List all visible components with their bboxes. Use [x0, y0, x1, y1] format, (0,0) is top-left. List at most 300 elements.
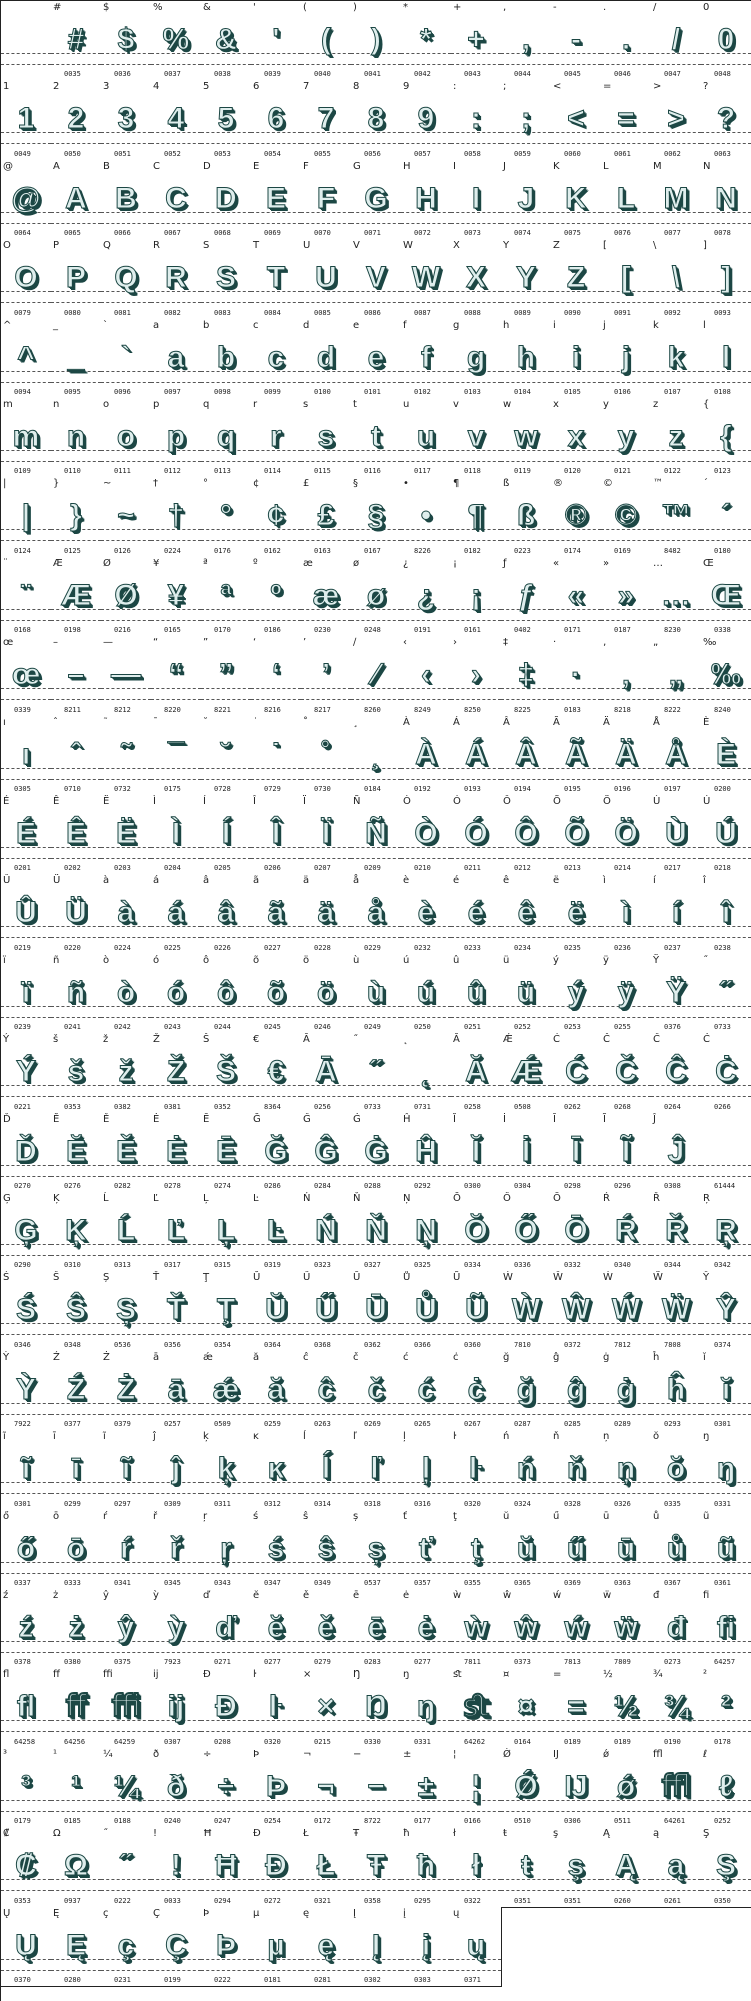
glyph-cell	[401, 1510, 452, 1590]
glyph-sample: ô	[216, 975, 236, 1009]
glyph-cell	[651, 557, 702, 637]
glyph-code: 0230	[314, 626, 331, 635]
glyph-code: 0269	[364, 1420, 381, 1429]
glyph-code: 0349	[314, 1578, 331, 1587]
descender-guide	[551, 302, 601, 303]
glyph-label: H	[403, 160, 411, 172]
glyph-label: n	[53, 399, 60, 410]
glyph-cell	[401, 954, 452, 1034]
descender-guide	[101, 1811, 151, 1812]
glyph-code: 0198	[64, 626, 81, 635]
glyph-label: ˝	[353, 1034, 358, 1046]
glyph-code: 0199	[164, 1975, 181, 1984]
glyph-sample: ‡	[517, 658, 535, 692]
glyph-label: ˜	[103, 716, 108, 728]
glyph-cell	[601, 319, 652, 399]
descender-guide	[201, 858, 251, 859]
glyph-label: ê	[503, 875, 510, 887]
glyph-cell	[401, 1192, 452, 1272]
glyph-code: 0104	[514, 387, 531, 396]
descender-guide	[401, 1890, 451, 1891]
glyph-cell	[1, 716, 52, 796]
glyph-code: 0246	[314, 1023, 331, 1032]
glyph-label: e	[353, 319, 360, 331]
glyph-code: 0732	[114, 784, 131, 793]
glyph-cell	[451, 1668, 502, 1748]
descender-guide	[701, 461, 751, 462]
descender-guide	[101, 540, 151, 541]
glyph-cell	[601, 874, 652, 954]
descender-guide	[151, 858, 201, 859]
glyph-cell	[251, 398, 302, 478]
glyph-sample: ™	[661, 499, 691, 533]
glyph-cell	[651, 1192, 702, 1272]
descender-guide	[651, 1414, 701, 1415]
glyph-label: ∕	[353, 637, 357, 649]
glyph-label: ã	[253, 875, 260, 887]
descender-guide	[1, 1890, 51, 1891]
glyph-code: 0354	[214, 1340, 231, 1349]
glyph-label: @	[3, 160, 13, 172]
glyph-label: z	[653, 399, 659, 410]
descender-guide	[301, 143, 351, 144]
glyph-cell	[251, 795, 302, 875]
glyph-label: q	[203, 399, 210, 410]
glyph-code: 0113	[214, 467, 231, 476]
glyph-cell	[601, 80, 652, 160]
glyph-code: 64262	[464, 1737, 486, 1746]
glyph-code: 0378	[14, 1658, 31, 1667]
descender-guide	[401, 1970, 451, 1971]
glyph-code: 0187	[614, 626, 631, 635]
glyph-code: 0081	[114, 308, 131, 317]
descender-guide	[1, 1096, 51, 1097]
glyph-label: û	[453, 954, 460, 966]
glyph-sample: ẅ	[614, 1611, 638, 1644]
glyph-cell	[301, 1192, 352, 1272]
glyph-cell	[101, 954, 152, 1034]
glyph-cell	[451, 1113, 502, 1193]
glyph-code: 0039	[264, 70, 281, 79]
descender-guide	[1, 1334, 51, 1335]
glyph-code: 0180	[714, 546, 731, 555]
descender-guide	[501, 64, 551, 65]
glyph-code: 61444	[714, 1181, 736, 1190]
glyph-cell	[601, 160, 652, 240]
glyph-label: K	[553, 160, 560, 172]
glyph-sample: ą	[667, 1849, 685, 1883]
glyph-code: 0272	[264, 1896, 281, 1905]
glyph-sample: Ő	[514, 1214, 538, 1247]
glyph-code: 0079	[14, 308, 31, 317]
glyph-code: 0358	[364, 1896, 381, 1905]
glyph-code: 0048	[714, 70, 731, 79]
glyph-code: 0223	[514, 546, 531, 555]
glyph-cell	[51, 1907, 102, 1987]
glyph-code: 0207	[314, 864, 331, 873]
descender-guide	[501, 1017, 551, 1018]
glyph-sample: ¥	[167, 578, 185, 612]
glyph-sample: Ď	[15, 1134, 37, 1168]
glyph-label: Ň	[353, 1193, 361, 1204]
glyph-cell	[701, 477, 751, 557]
glyph-cell	[451, 1748, 502, 1828]
descender-guide	[601, 1255, 651, 1256]
glyph-sample: ~	[117, 499, 135, 533]
glyph-cell	[501, 954, 552, 1034]
glyph-cell	[651, 1668, 702, 1748]
descender-guide	[451, 302, 501, 303]
descender-guide	[301, 779, 351, 780]
glyph-cell	[301, 1748, 352, 1828]
glyph-cell	[551, 795, 602, 875]
descender-guide	[1, 1652, 51, 1653]
glyph-cell	[651, 1589, 702, 1669]
glyph-sample: ,	[521, 23, 531, 56]
glyph-code: 0191	[414, 626, 431, 635]
glyph-label: ®	[553, 478, 563, 490]
glyph-code: 8240	[714, 705, 731, 714]
glyph-label: Ø	[103, 557, 111, 569]
glyph-label: Ŋ	[353, 1669, 361, 1681]
glyph-label: 8	[353, 81, 360, 93]
descender-guide	[651, 1652, 701, 1653]
descender-guide	[451, 1493, 501, 1494]
glyph-code: 0285	[564, 1420, 581, 1429]
glyph-cell	[501, 1271, 552, 1351]
glyph-cell	[1, 1907, 52, 1987]
glyph-sample: Ŵ	[561, 1293, 591, 1327]
glyph-sample: æ	[312, 578, 340, 612]
descender-guide	[401, 1573, 451, 1574]
glyph-sample: *	[420, 23, 432, 56]
glyph-sample: ù	[366, 975, 386, 1009]
glyph-label: Ĵ	[653, 1113, 656, 1125]
glyph-code: 0306	[564, 1817, 581, 1826]
descender-guide	[701, 64, 751, 65]
glyph-cell	[501, 1033, 552, 1113]
glyph-cell	[1, 557, 52, 637]
glyph-cell	[401, 1, 452, 81]
glyph-cell	[351, 954, 402, 1034]
glyph-sample: è	[417, 896, 435, 930]
glyph-sample: Ë	[115, 817, 136, 850]
glyph-cell	[1, 1033, 52, 1113]
descender-guide	[451, 540, 501, 541]
glyph-label: é	[453, 875, 460, 887]
glyph-code: 0176	[214, 546, 231, 555]
descender-guide	[651, 1017, 701, 1018]
glyph-code: 0244	[214, 1023, 231, 1032]
glyph-cell	[1, 80, 52, 160]
glyph-sample: ‘	[271, 658, 281, 692]
glyph-code: 0232	[414, 943, 431, 952]
glyph-cell	[51, 874, 102, 954]
glyph-cell	[701, 1589, 751, 1669]
glyph-cell	[501, 239, 552, 319]
descender-guide	[151, 1255, 201, 1256]
glyph-sample: ĩ	[21, 1452, 31, 1486]
glyph-code: 0208	[214, 1737, 231, 1746]
descender-guide	[51, 858, 101, 859]
glyph-code: 0730	[314, 784, 331, 793]
glyph-sample: •	[420, 499, 432, 533]
glyph-code: 0035	[64, 70, 81, 79]
glyph-code: 0096	[114, 387, 131, 396]
glyph-label: ĭ	[703, 1351, 706, 1363]
glyph-sample: Ñ	[365, 817, 387, 850]
glyph-label: ū	[603, 1510, 610, 1522]
glyph-code: 0360	[464, 1340, 481, 1349]
glyph-sample: Ž	[166, 1055, 186, 1089]
descender-guide	[501, 699, 551, 700]
descender-guide	[101, 1255, 151, 1256]
descender-guide	[51, 1334, 101, 1335]
glyph-sample: Ę	[65, 1928, 86, 1962]
glyph-code: 0165	[164, 626, 181, 635]
glyph-label: ‚	[603, 637, 607, 649]
glyph-label: ô	[203, 954, 210, 966]
glyph-sample: ş	[567, 1849, 585, 1883]
glyph-label: _	[53, 319, 58, 331]
glyph-sample: «	[567, 578, 585, 612]
glyph-code: 0305	[14, 784, 31, 793]
glyph-sample: ţ	[471, 1531, 481, 1565]
descender-guide	[301, 1652, 351, 1653]
glyph-code: 8220	[164, 705, 181, 714]
glyph-label: L	[603, 160, 609, 172]
glyph-code: 0125	[64, 546, 81, 555]
glyph-sample: Ỳ	[15, 1372, 36, 1406]
glyph-cell	[251, 636, 302, 716]
glyph-cell	[251, 1907, 302, 1987]
glyph-cell	[551, 1827, 602, 1907]
glyph-cell	[201, 795, 252, 875]
glyph-label: =	[553, 1669, 562, 1681]
glyph-cell	[401, 80, 452, 160]
glyph-sample: ß	[516, 499, 536, 533]
glyph-label: Ŝ	[53, 1272, 60, 1284]
descender-guide	[251, 1811, 301, 1812]
glyph-code: 0185	[64, 1817, 81, 1826]
glyph-code: 0217	[664, 864, 681, 873]
glyph-code: 0341	[114, 1578, 131, 1587]
glyph-cell	[401, 477, 452, 557]
descender-guide	[651, 1176, 701, 1177]
glyph-sample: ġ	[616, 1372, 636, 1406]
glyph-label: ¨	[3, 557, 8, 569]
glyph-label: ỳ	[153, 1590, 159, 1601]
descender-guide	[1, 1493, 51, 1494]
glyph-sample: Ĕ	[65, 1134, 86, 1168]
glyph-sample: J	[517, 181, 535, 215]
glyph-cell	[151, 1, 202, 81]
glyph-sample: #	[67, 23, 85, 56]
glyph-sample: Ŗ	[715, 1214, 737, 1247]
glyph-sample: ẃ	[564, 1611, 588, 1644]
glyph-cell	[501, 557, 552, 637]
glyph-code: 8218	[614, 705, 631, 714]
glyph-cell	[351, 1192, 402, 1272]
glyph-code: 0381	[164, 1102, 181, 1111]
glyph-sample: Đ	[265, 1849, 287, 1883]
descender-guide	[551, 937, 601, 938]
glyph-cell	[351, 636, 402, 716]
glyph-cell	[201, 1748, 252, 1828]
glyph-sample: œ	[11, 658, 41, 692]
glyph-code: 0323	[314, 1261, 331, 1270]
glyph-label: ˘	[203, 716, 208, 728]
glyph-label: 3	[103, 81, 110, 93]
glyph-code: 0040	[314, 70, 331, 79]
glyph-sample: ƒ	[517, 578, 535, 612]
glyph-cell	[401, 1033, 452, 1113]
glyph-sample: 0	[717, 23, 735, 56]
glyph-label: Ú	[703, 796, 711, 807]
glyph-label: i	[553, 319, 556, 331]
glyph-sample: Û	[15, 896, 37, 930]
glyph-code: 0263	[314, 1420, 331, 1429]
glyph-cell	[1, 1271, 52, 1351]
glyph-cell	[1, 1, 52, 81]
glyph-label: Þ	[253, 1748, 260, 1760]
glyph-sample: ÷	[217, 1769, 235, 1803]
glyph-cell	[401, 557, 452, 637]
glyph-code: 0227	[264, 943, 281, 952]
glyph-sample: Ǽ	[511, 1055, 541, 1089]
glyph-cell	[151, 1748, 202, 1828]
glyph-label: ´	[703, 478, 708, 490]
glyph-cell	[351, 319, 402, 399]
glyph-code: 0282	[114, 1181, 131, 1190]
glyph-sample: Ħ	[215, 1849, 237, 1883]
descender-guide	[601, 1652, 651, 1653]
glyph-code: 0356	[164, 1340, 181, 1349]
glyph-cell	[151, 160, 202, 240]
glyph-code: 0190	[664, 1737, 681, 1746]
glyph-cell	[201, 636, 252, 716]
glyph-label: w	[503, 399, 512, 410]
glyph-code: 64257	[714, 1658, 736, 1667]
descender-guide	[551, 1176, 601, 1177]
glyph-cell	[701, 1510, 751, 1590]
glyph-label: ÿ	[603, 954, 609, 966]
glyph-code: 0340	[614, 1261, 631, 1270]
glyph-label: Î	[253, 796, 256, 807]
glyph-code: 0348	[64, 1340, 81, 1349]
glyph-cell	[701, 716, 751, 796]
glyph-code: 0382	[114, 1102, 131, 1111]
glyph-cell	[451, 1430, 502, 1510]
descender-guide	[351, 937, 401, 938]
glyph-sample: ¬	[317, 1769, 335, 1803]
glyph-code: 8364	[264, 1102, 281, 1111]
glyph-code: 0068	[214, 229, 231, 238]
glyph-sample: Ň	[365, 1214, 387, 1247]
glyph-code: 0192	[414, 784, 431, 793]
glyph-label: b	[203, 319, 210, 331]
glyph-label: W	[403, 240, 413, 252]
glyph-cell	[301, 319, 352, 399]
glyph-label: l	[703, 319, 706, 331]
glyph-code: 0254	[264, 1817, 281, 1826]
glyph-label: î	[703, 875, 706, 887]
glyph-cell	[51, 239, 102, 319]
glyph-label: Â	[503, 716, 510, 728]
glyph-sample: ŗ	[220, 1531, 232, 1565]
glyph-label: ĕ	[253, 1590, 260, 1601]
glyph-sample: ¸	[371, 737, 381, 771]
glyph-code: 0375	[114, 1658, 131, 1667]
glyph-code: 0367	[664, 1578, 681, 1587]
glyph-label: ¬	[303, 1748, 312, 1760]
descender-guide	[401, 1017, 451, 1018]
descender-guide	[601, 779, 651, 780]
glyph-cell	[601, 1271, 652, 1351]
glyph-label: É	[3, 796, 10, 807]
glyph-code: 0233	[464, 943, 481, 952]
glyph-code: 0281	[314, 1975, 331, 1984]
glyph-cell	[1, 874, 52, 954]
glyph-code: 0058	[464, 149, 481, 158]
glyph-code: 0330	[364, 1737, 381, 1746]
glyph-label: Ĉ	[653, 1034, 660, 1046]
descender-guide	[201, 302, 251, 303]
descender-guide	[201, 1414, 251, 1415]
descender-guide	[501, 302, 551, 303]
descender-guide	[451, 937, 501, 938]
glyph-label: ŭ	[503, 1510, 510, 1522]
glyph-cell	[101, 1907, 152, 1987]
descender-guide	[201, 1573, 251, 1574]
descender-guide	[701, 1890, 751, 1891]
descender-guide	[501, 858, 551, 859]
glyph-label: {	[703, 399, 710, 410]
glyph-sample: Ą	[615, 1849, 637, 1883]
glyph-cell	[1, 1430, 52, 1510]
descender-guide	[701, 1096, 751, 1097]
descender-guide	[101, 1334, 151, 1335]
glyph-cell	[201, 1, 252, 81]
glyph-label: Ď	[3, 1113, 11, 1125]
glyph-code: 0123	[714, 467, 731, 476]
glyph-cell	[701, 954, 751, 1034]
descender-guide	[651, 143, 701, 144]
glyph-sample: –	[67, 658, 85, 692]
glyph-cell	[101, 1668, 152, 1748]
glyph-cell	[551, 1510, 602, 1590]
glyph-label: ×	[303, 1669, 312, 1681]
glyph-code: 0297	[114, 1499, 131, 1508]
glyph-cell	[551, 1668, 602, 1748]
glyph-code: 0103	[464, 387, 481, 396]
glyph-sample: Ò	[414, 817, 438, 850]
descender-guide	[301, 302, 351, 303]
glyph-label: Ł	[303, 1828, 309, 1840]
descender-guide	[351, 779, 401, 780]
glyph-cell	[401, 319, 452, 399]
glyph-code: 0189	[614, 1737, 631, 1746]
glyph-code: 0357	[414, 1578, 431, 1587]
glyph-code: 0218	[714, 864, 731, 873]
glyph-sample: Ó	[464, 817, 488, 850]
descender-guide	[101, 1096, 151, 1097]
glyph-label: ö	[303, 954, 310, 966]
glyph-label: Œ	[703, 557, 714, 569]
glyph-code: 0733	[714, 1023, 731, 1032]
glyph-code: 0072	[414, 229, 431, 238]
descender-guide	[551, 699, 601, 700]
